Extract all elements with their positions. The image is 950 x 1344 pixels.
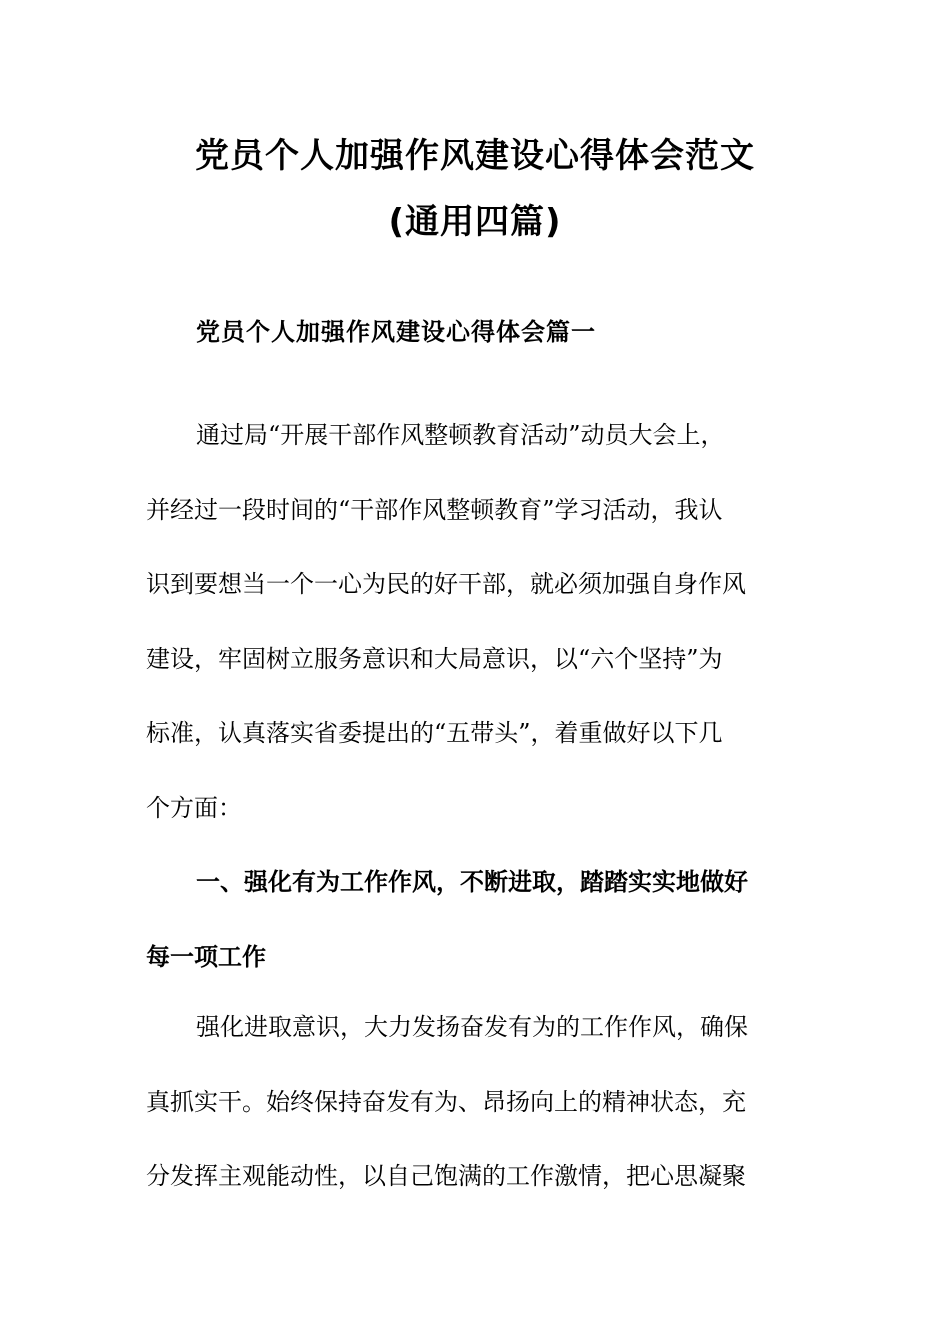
paragraph-line: 通过局“开展干部作风整顿教育活动”动员大会上，	[196, 421, 725, 449]
subheading-one	[146, 845, 806, 994]
paragraph-body	[146, 990, 806, 1214]
paragraph-line: 建设，牢固树立服务意识和大局意识，以“六个坚持”为	[146, 644, 723, 673]
document-title: 党员个人加强作风建设心得体会范文	[195, 136, 755, 176]
paragraph-line: 个方面：	[146, 793, 242, 822]
paragraph-line: 识到要想当一个一心为民的好干部，就必须加强自身作风	[146, 570, 746, 598]
section-heading: 党员个人加强作风建设心得体会篇一	[196, 318, 596, 346]
paragraph-intro	[146, 398, 806, 845]
paragraph-line: 标准，认真落实省委提出的“五带头”，着重做好以下几	[146, 719, 723, 747]
document-subtitle: (通用四篇)	[388, 202, 562, 242]
paragraph-line: 分发挥主观能动性，以自己饱满的工作激情，把心思凝聚	[146, 1162, 746, 1190]
paragraph-line: 真抓实干。始终保持奋发有为、昂扬向上的精神状态，充	[146, 1087, 746, 1116]
subheading-line: 一、强化有为工作作风，不断进取，踏踏实实地做好	[196, 868, 748, 896]
paragraph-line: 强化进取意识，大力发扬奋发有为的工作作风，确保	[196, 1013, 748, 1041]
subheading-line: 每一项工作	[146, 942, 266, 971]
paragraph-line: 并经过一段时间的“干部作风整顿教育”学习活动，我认	[146, 495, 723, 524]
